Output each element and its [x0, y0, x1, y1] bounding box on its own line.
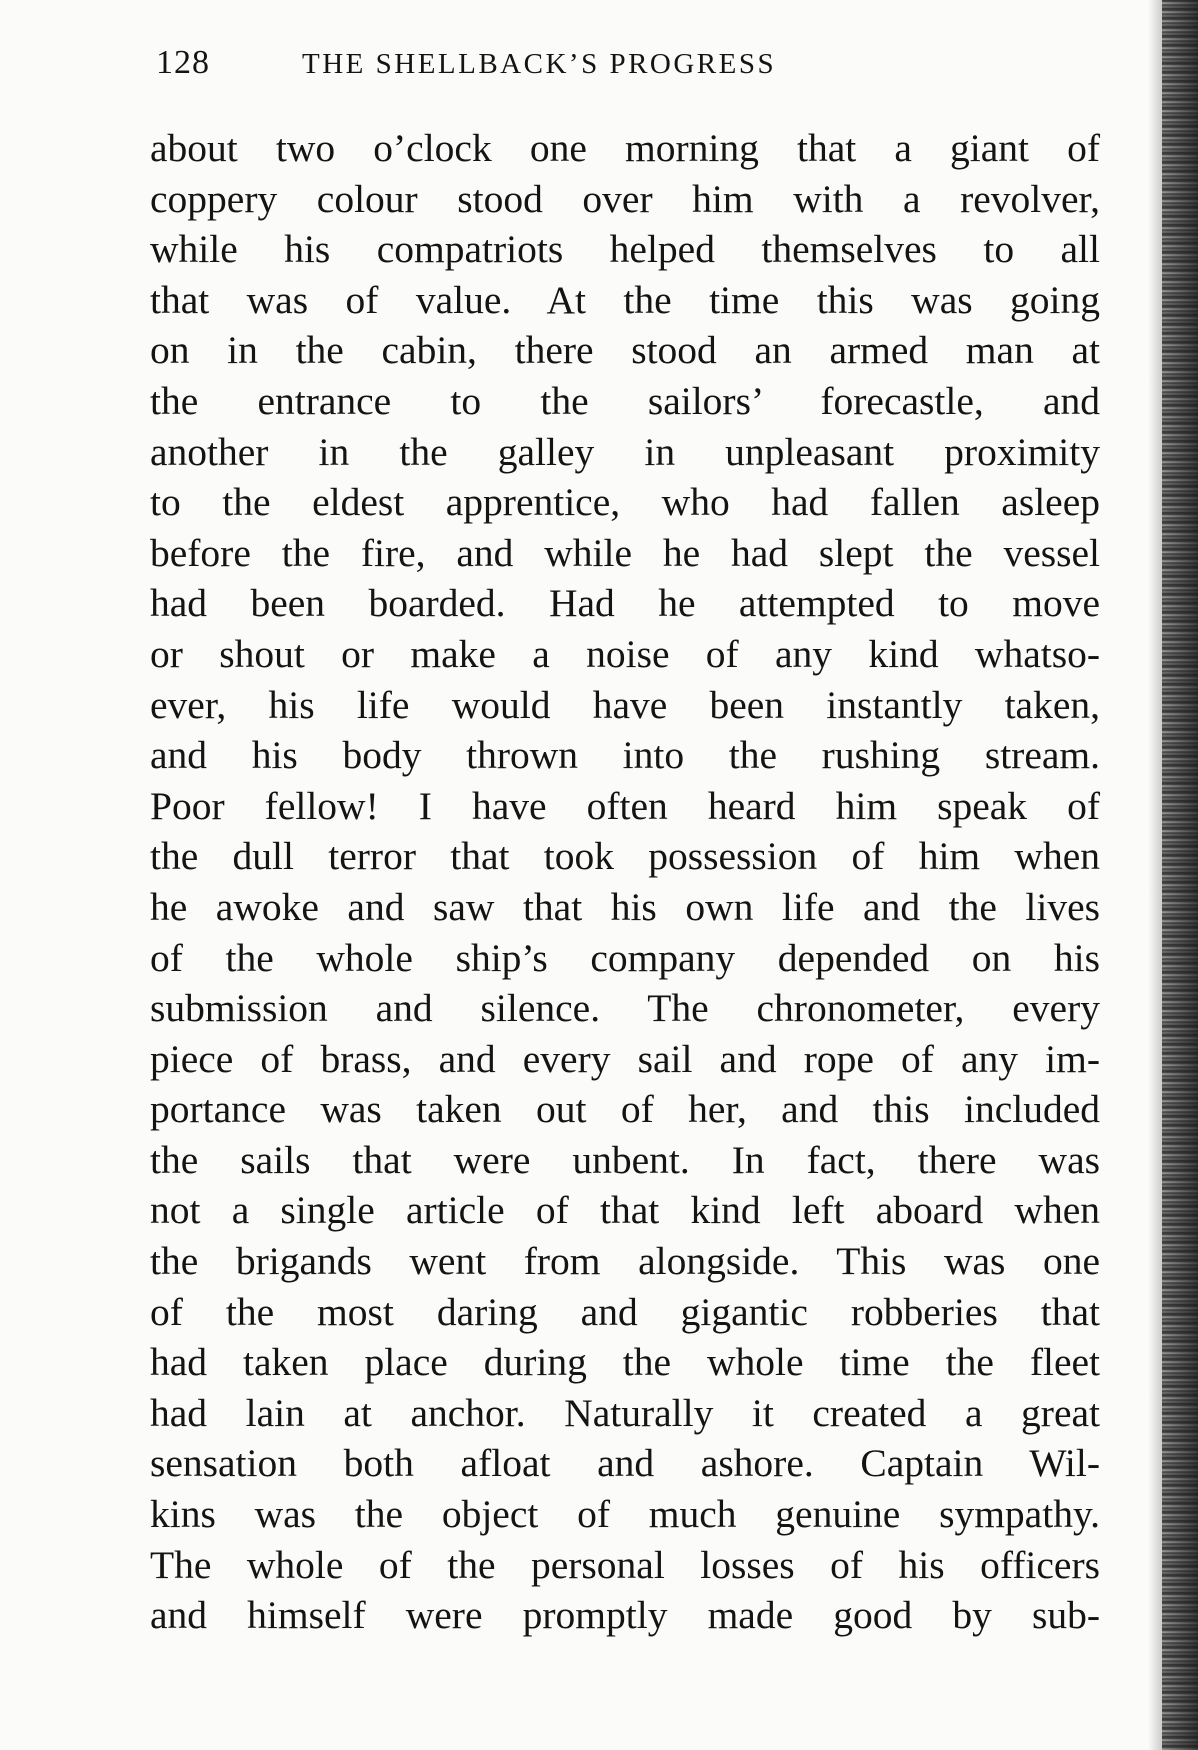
- text-line: to the eldest apprentice, who had fallen asleep: [150, 480, 1100, 525]
- text-line: another in the galley in unpleasant proximity: [150, 429, 1100, 474]
- text-line: kins was the object of much genuine sympathy.: [150, 1492, 1100, 1537]
- text-line: The whole of the personal losses of his officers: [150, 1542, 1100, 1587]
- text-line: and himself were promptly made good by sub-: [150, 1593, 1100, 1638]
- text-line: piece of brass, and every sail and rope of any im-: [150, 1036, 1100, 1081]
- text-line: the sails that were unbent. In fact, there was: [150, 1137, 1100, 1182]
- text-line: ever, his life would have been instantly taken,: [150, 682, 1100, 727]
- text-line: that was of value. At the time this was going: [150, 277, 1100, 322]
- page-header: [146, 44, 1096, 84]
- text-line: the dull terror that took possession of him when: [150, 834, 1100, 879]
- text-line: the brigands went from alongside. This was one: [150, 1239, 1100, 1284]
- text-line: of the whole ship’s company depended on his: [150, 935, 1100, 980]
- text-line: not a single article of that kind left aboard when: [150, 1188, 1100, 1233]
- text-line: submission and silence. The chronometer, every: [150, 986, 1100, 1031]
- text-line: while his compatriots helped themselves to all: [150, 227, 1100, 272]
- text-line: the entrance to the sailors’ forecastle, and: [150, 378, 1100, 423]
- text-line: had taken place during the whole time the fleet: [150, 1340, 1100, 1385]
- body-text: [150, 123, 1100, 1641]
- text-line: of the most daring and gigantic robberies that: [150, 1289, 1100, 1334]
- running-head: THE SHELLBACK’S PROGRESS: [302, 48, 777, 80]
- text-line: or shout or make a noise of any kind whatso-: [150, 631, 1100, 676]
- text-line: portance was taken out of her, and this included: [150, 1087, 1100, 1132]
- book-fore-edge: [1162, 0, 1198, 1750]
- text-line: before the fire, and while he had slept the vessel: [150, 530, 1100, 575]
- text-line: he awoke and saw that his own life and the lives: [150, 884, 1100, 929]
- page-edge-shadow: [1148, 0, 1162, 1750]
- text-line: coppery colour stood over him with a revolver,: [150, 176, 1100, 221]
- text-line: and his body thrown into the rushing stream.: [150, 733, 1100, 778]
- page-number: 128: [156, 44, 210, 81]
- text-line: sensation both afloat and ashore. Captain Wil-: [150, 1441, 1100, 1486]
- text-line: Poor fellow! I have often heard him speak of: [150, 783, 1100, 828]
- text-line: had been boarded. Had he attempted to move: [150, 581, 1100, 626]
- text-line: on in the cabin, there stood an armed man at: [150, 328, 1100, 373]
- text-line: about two o’clock one morning that a giant of: [150, 126, 1100, 170]
- text-line: had lain at anchor. Naturally it created a great: [150, 1390, 1100, 1435]
